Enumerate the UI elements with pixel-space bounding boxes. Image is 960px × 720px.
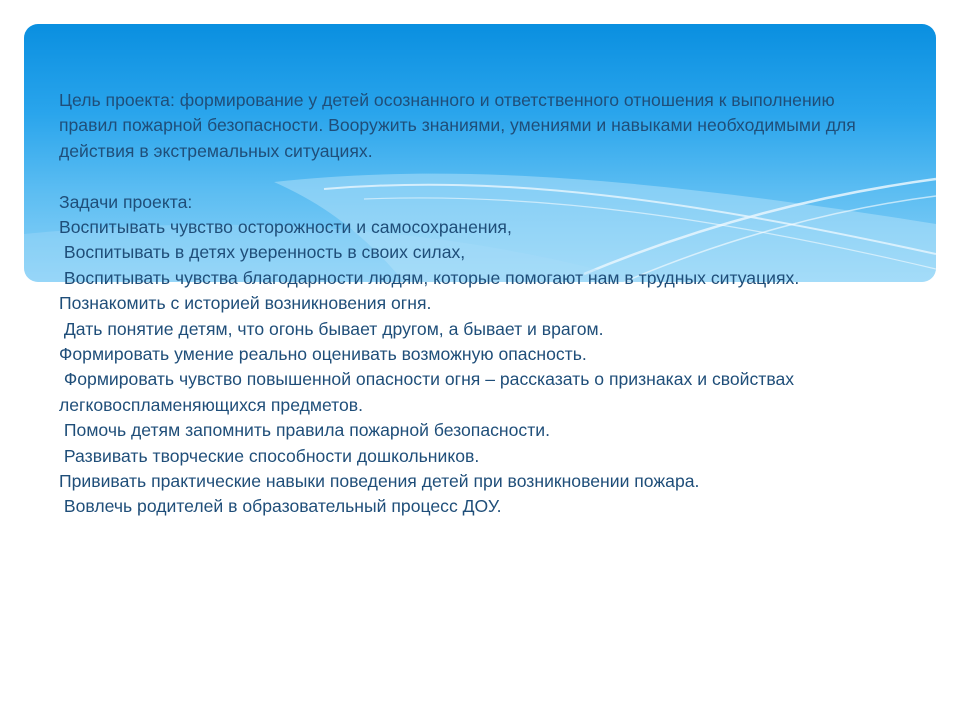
task-item: Помочь детям запомнить правила пожарной безопасности. xyxy=(59,420,550,441)
task-item: Воспитывать чувства благодарности людям, которые помогают нам в трудных ситуациях. xyxy=(59,267,800,288)
tasks-heading: Задачи проекта: xyxy=(59,191,193,212)
task-item: Прививать практические навыки поведения детей при возникновении пожара. xyxy=(59,471,700,492)
task-item: Развивать творческие способности дошкольников. xyxy=(59,445,480,466)
task-item: Познакомить с историей возникновения огня. xyxy=(59,293,432,314)
task-item: Воспитывать чувство осторожности и самосохранения, xyxy=(59,217,512,238)
slide-body xyxy=(59,88,889,520)
task-item: Вовлечь родителей в образовательный процесс ДОУ. xyxy=(59,496,502,517)
task-item: Формировать чувство повышенной опасности огня – рассказать о признаках и свойствах легковоспламеняющихся предметов. xyxy=(59,369,799,415)
task-item: Дать понятие детям, что огонь бывает другом, а бывает и врагом. xyxy=(59,318,604,339)
paragraph-gap xyxy=(59,164,889,189)
project-goal: Цель проекта: формирование у детей осознанного и ответственного отношения к выполнению правил пожарной безопасности. Вооружить знаниями, умениями и навыками необходимыми для действия в экстремальных ситуациях. xyxy=(59,90,861,161)
task-item: Воспитывать в детях уверенность в своих силах, xyxy=(59,242,466,263)
task-item: Формировать умение реально оценивать возможную опасность. xyxy=(59,344,587,365)
